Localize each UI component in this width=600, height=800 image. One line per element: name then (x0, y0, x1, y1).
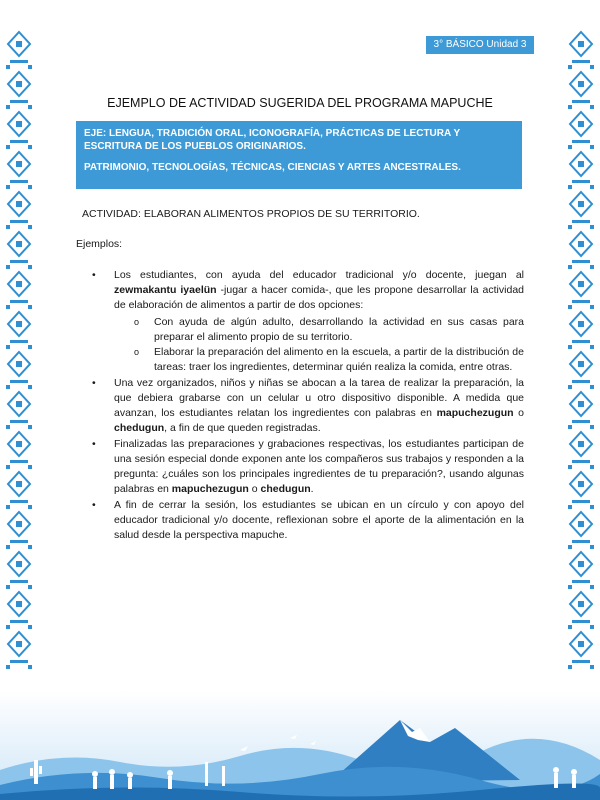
sub-item-text: Elaborar la preparación del alimento en la escuela, a partir de la distribución de tareas: traer los ingredientes, determinar quién realiza la comida, entre otras. (154, 346, 524, 373)
bullet-text: . (310, 483, 314, 495)
sub-item-text: Con ayuda de algún adulto, desarrollando la actividad en sus casas para preparar el alimento propio de su territorio. (154, 316, 524, 343)
sub-bullet-icon: o (134, 347, 140, 357)
list-item (90, 376, 524, 436)
bold-term: chedugun (260, 483, 311, 495)
decorative-border-left (4, 30, 34, 670)
sub-list-item (118, 345, 524, 375)
axis-line-2: PATRIMONIO, TECNOLOGÍAS, TÉCNICAS, CIENCIAS Y ARTES ANCESTRALES. (84, 162, 461, 173)
bullet-icon: • (92, 499, 96, 511)
sub-list-item (118, 315, 524, 345)
bullet-text: , a fin de que queden registradas. (164, 422, 321, 434)
page-title: EJEMPLO DE ACTIVIDAD SUGERIDA DEL PROGRAMA MAPUCHE (107, 96, 493, 110)
axis-line-1: EJE: LENGUA, TRADICIÓN ORAL, ICONOGRAFÍA, PRÁCTICAS DE LECTURA Y ESCRITURA DE LOS PUEBLOS ORIGINARIOS. (84, 128, 460, 152)
bullet-text: o (513, 407, 524, 419)
axis-box (76, 121, 522, 189)
bold-term: zewmakantu iyaelün (114, 284, 217, 296)
bullet-text: A fin de cerrar la sesión, los estudiantes se ubican en un círculo y con apoyo del educador tradicional y/o docente, reflexionan sobre el aporte de la alimentación en la salud desde la perspectiva mapuche. (114, 499, 524, 541)
bullet-text: Finalizadas las preparaciones y grabaciones respectivas, los estudiantes participan de una sesión especial donde exponen ante los compañeros sus trabajos y responden a la pregunta: ¿cuáles son los principales ingredientes de tu preparación?, usando algunas palabras en (114, 438, 524, 495)
bullet-list (90, 268, 524, 543)
examples-label: Ejemplos: (76, 238, 123, 250)
landscape-illustration-icon (0, 690, 600, 800)
sub-bullet-icon: o (134, 317, 140, 327)
activity-content (90, 268, 524, 544)
bullet-text: -jugar a hacer comida-, que les propone desarrollar la actividad de elaboración de alimentos a partir de dos opciones: (114, 284, 524, 311)
mapuche-pattern-right-icon (566, 30, 596, 670)
sub-list (114, 315, 524, 375)
bullet-icon: • (92, 438, 96, 450)
decorative-border-right (566, 30, 596, 670)
bullet-text: Una vez organizados, niños y niñas se abocan a la tarea de realizar la preparación, la que debiera grabarse con un celular u otro dispositivo disponible. A medida que avanzan, los estudiantes relatan los ingredientes con palabras en (114, 377, 524, 419)
mapuche-pattern-left-icon (4, 30, 34, 670)
list-item (90, 498, 524, 543)
bold-term: chedugun (114, 422, 165, 434)
bullet-icon: • (92, 377, 96, 389)
activity-title: ACTIVIDAD: ELABORAN ALIMENTOS PROPIOS DE SU TERRITORIO. (82, 208, 420, 220)
bullet-text: Los estudiantes, con ayuda del educador tradicional y/o docente, juegan al (114, 269, 524, 281)
list-item (90, 268, 524, 375)
grade-badge: 3° BÁSICO Unidad 3 (426, 36, 534, 54)
bold-term: mapuchezugun (436, 407, 514, 419)
bold-term: mapuchezugun (171, 483, 249, 495)
bullet-icon: • (92, 269, 96, 281)
bullet-text: o (248, 483, 261, 495)
decorative-footer (0, 690, 600, 800)
list-item (90, 437, 524, 497)
